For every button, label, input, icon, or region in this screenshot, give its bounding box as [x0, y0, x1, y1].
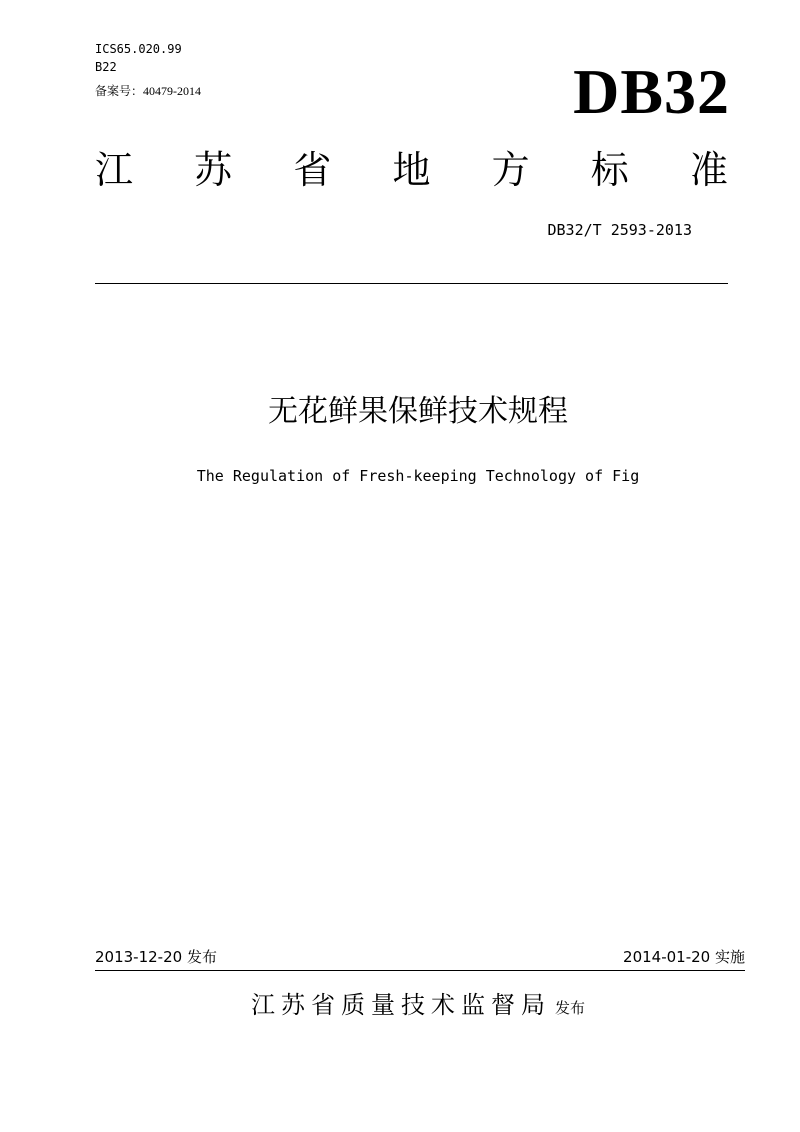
- implementation-date: 2014-01-20 实施: [623, 948, 745, 966]
- standard-mark: DB32: [573, 56, 730, 127]
- title-char: 地: [392, 148, 431, 192]
- title-char: 苏: [194, 148, 233, 192]
- document-title: 无花鲜果保鲜技术规程: [268, 394, 568, 429]
- issuing-authority: [0, 988, 800, 1025]
- issue-date: 2013-12-20 发布: [95, 948, 217, 966]
- authority-action: 发布: [554, 999, 585, 1017]
- title-char: 标: [590, 148, 629, 192]
- filing-label: 备案号：: [95, 84, 144, 98]
- standard-type-title: [95, 145, 728, 195]
- ics-code: ICS65.020.99: [95, 42, 182, 56]
- footer-divider: [95, 970, 745, 971]
- document-title-english: The Regulation of Fresh-keeping Technology of Fig: [196, 467, 640, 485]
- filing-number: 40479-2014: [143, 84, 202, 98]
- standard-number: DB32/T 2593-2013: [547, 221, 692, 239]
- classification-code: B22: [95, 60, 117, 74]
- title-char: 省: [293, 148, 332, 192]
- title-char: 准: [689, 148, 728, 192]
- title-char: 方: [491, 148, 530, 192]
- authority-name: 江苏省质量技术监督局: [250, 991, 551, 1019]
- filing-record: [95, 82, 201, 100]
- header-divider: [95, 283, 728, 284]
- title-char: 江: [95, 148, 134, 192]
